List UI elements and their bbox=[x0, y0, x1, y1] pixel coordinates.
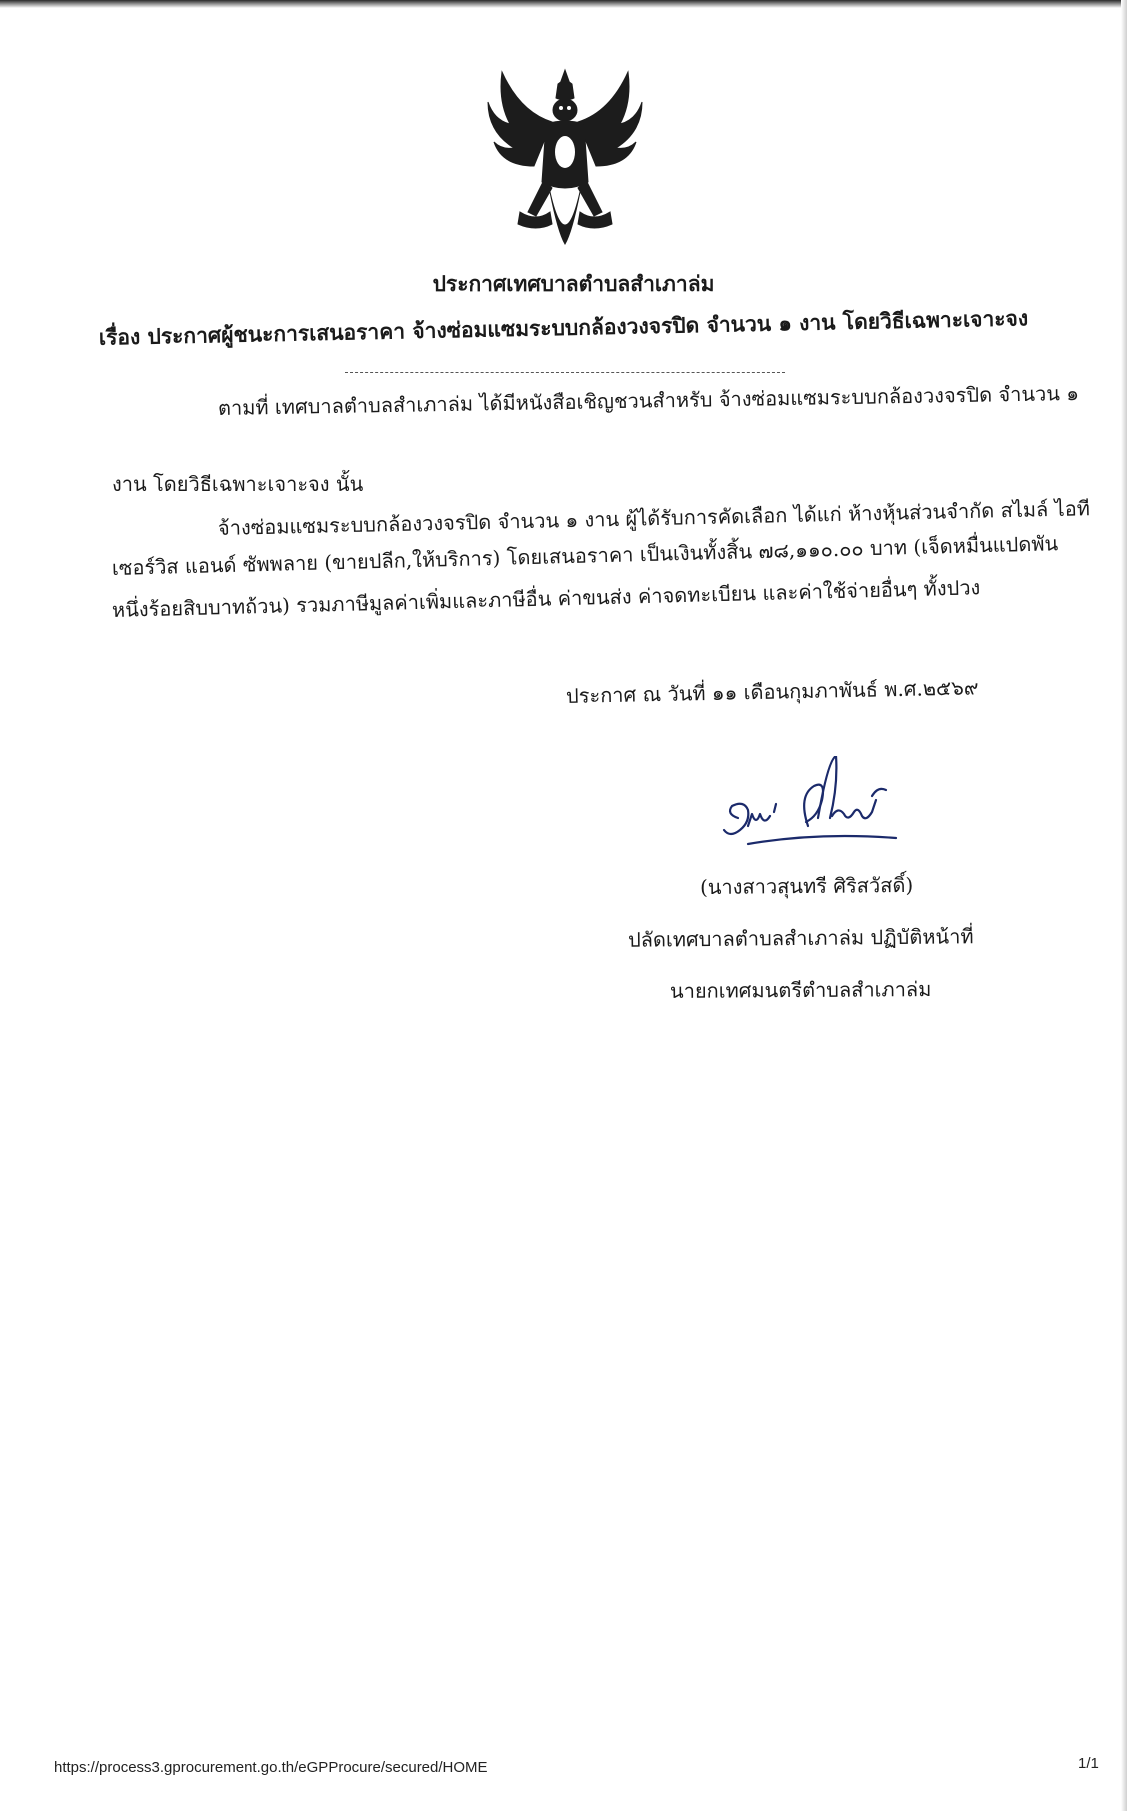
paragraph1-line1: ตามที่ เทศบาลตำบลสำเภาล่ม ได้มีหนังสือเชิญชวนสำหรับ จ้างซ่อมแซมระบบกล้องวงจรปิด จำนวน ๑ bbox=[217, 380, 1080, 420]
issuer-heading: ประกาศเทศบาลตำบลสำเภาล่ม bbox=[432, 271, 715, 296]
paragraph2-line1: จ้างซ่อมแซมระบบกล้องวงจรปิด จำนวน ๑ งาน ผู้ได้รับการคัดเลือก ได้แก่ ห้างหุ้นส่วนจำกัด สไมล์ ไอที bbox=[217, 496, 1091, 540]
scan-edge-top bbox=[0, 0, 1127, 8]
divider bbox=[345, 372, 785, 373]
paragraph2-line2: เซอร์วิส แอนด์ ซัพพลาย (ขายปลีก,ให้บริการ) โดยเสนอราคา เป็นเงินทั้งสิ้น ๗๘,๑๑๐.๐๐ บาท (เจ็ดหมื่นแปดพัน bbox=[111, 531, 1059, 580]
paragraph1-line2: งาน โดยวิธีเฉพาะเจาะจง นั้น bbox=[112, 472, 364, 496]
announce-date: ประกาศ ณ วันที่ ๑๑ เดือนกุมภาพันธ์ พ.ศ.๒๕๖๙ bbox=[565, 675, 979, 708]
signer-title-line1: ปลัดเทศบาลตำบลสำเภาล่ม ปฏิบัติหน้าที่ bbox=[627, 924, 974, 952]
page-number: 1/1 bbox=[1078, 1755, 1099, 1772]
handwritten-signature bbox=[718, 756, 918, 866]
subject-heading: เรื่อง ประกาศผู้ชนะการเสนอราคา จ้างซ่อมแซมระบบกล้องวงจรปิด จำนวน ๑ งาน โดยวิธีเฉพาะเจาะจง bbox=[98, 305, 1029, 350]
garuda-emblem-icon bbox=[480, 62, 650, 258]
footer-url: https://process3.gprocurement.go.th/eGPProcure/secured/HOME bbox=[54, 1759, 488, 1776]
signer-name: (นางสาวสุนทรี ศิริสวัสดิ์) bbox=[699, 872, 914, 900]
paragraph2-line3: หนึ่งร้อยสิบบาทถ้วน) รวมภาษีมูลค่าเพิ่มและภาษีอื่น ค่าขนส่ง ค่าจดทะเบียน และค่าใช้จ่ายอื่นๆ ทั้งปวง bbox=[111, 575, 981, 622]
signer-title-line2: นายกเทศมนตรีตำบลสำเภาล่ม bbox=[669, 977, 932, 1003]
